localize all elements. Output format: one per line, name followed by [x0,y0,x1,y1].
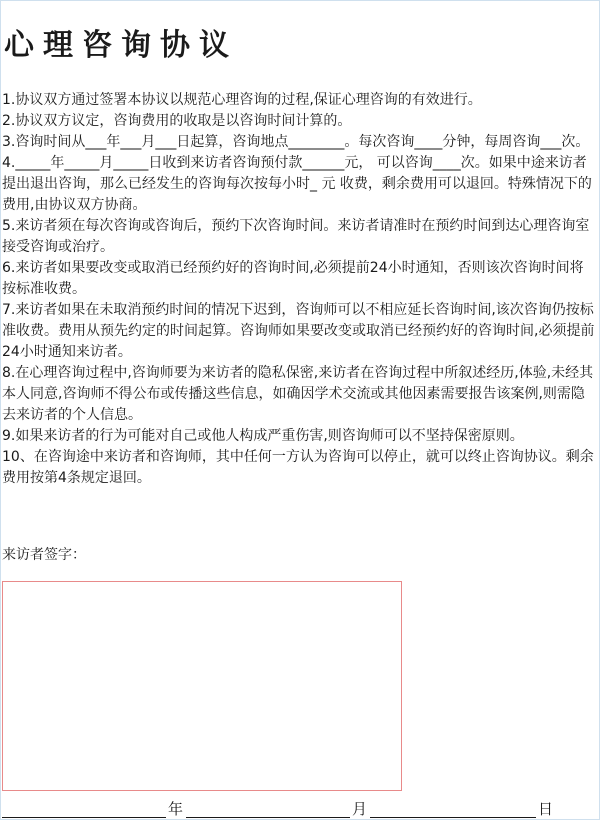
signature-label: 来访者签字： [2,547,86,563]
clause-5: 5.来访者须在每次咨询或咨询后，预约下次咨询时间。来访者请准时在预约时间到达心理咨询室接受咨询或治疗。 [2,218,590,255]
clause-8: 8.在心理咨询过程中,咨询师要为来访者的隐私保密,来访者在咨询过程中所叙述经历,体验,未经其本人同意,咨询师不得公布或传播这些信息，如确因学术交流或其他因素需要报告该案例,则需隐去来访者的个人信息。 [2,365,594,423]
clause-4: 4._____年_____月_____日收到来访者咨询预付款______元， 可以咨询____次。如果中途来访者提出退出咨询，那么已经发生的咨询每次按每小时_ 元 收费，剩余费用可以退回。特殊情况下的费用,由协议双方协商。 [2,155,592,213]
document-title: 心理咨询协议 [4,28,238,63]
date-row [0,796,600,820]
month-label: 月 [352,800,368,818]
day-blank[interactable] [370,817,536,818]
clause-3: 3.咨询时间从___年___月___日起算，咨询地点________。每次咨询____分钟，每周咨询___次。 [2,134,590,150]
clause-9: 9.如果来访者的行为可能对自己或他人构成严重伤害,则咨询师可以不坚持保密原则。 [2,428,524,444]
clause-6: 6.来访者如果要改变或取消已经预约好的咨询时间,必须提前24小时通知，否则该次咨询时间将按标准收费。 [2,260,584,297]
day-label: 日 [538,800,554,818]
month-blank[interactable] [186,817,350,818]
clause-10: 10、在咨询途中来访者和咨询师，其中任何一方认为咨询可以停止，就可以终止咨询协议。剩余费用按第4条规定退回。 [2,449,594,486]
clause-1: 1.协议双方通过签署本协议以规范心理咨询的过程,保证心理咨询的有效进行。 [2,92,482,108]
clause-2: 2.协议双方议定，咨询费用的收取是以咨询时间计算的。 [2,113,352,129]
clause-7: 7.来访者如果在未取消预约时间的情况下迟到，咨询师可以不相应延长咨询时间,该次咨询仍按标准收费。费用从预先约定的时间起算。咨询师如果要改变或取消已经预约好的咨询时间,必须提前24小时通知来访者。 [2,302,595,360]
signature-box[interactable] [2,581,402,791]
year-label: 年 [168,800,184,818]
clause-list [2,90,596,489]
year-blank[interactable] [2,817,166,818]
